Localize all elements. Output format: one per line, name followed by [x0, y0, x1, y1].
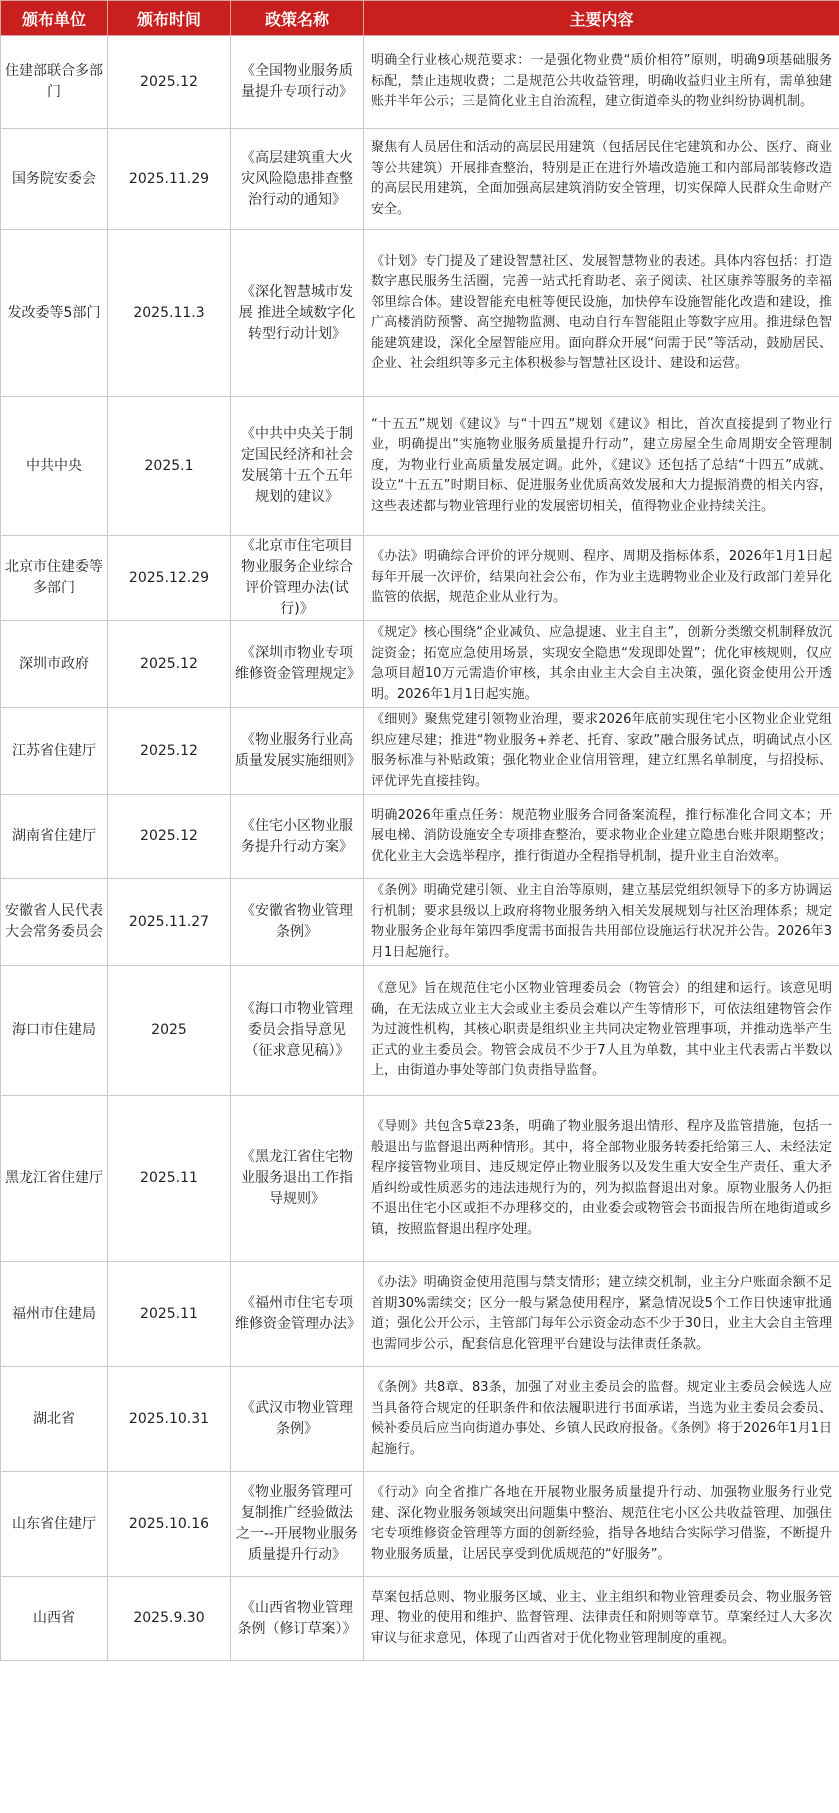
policy-name-cell: 《中共中央关于制定国民经济和社会发展第十五个五年规划的建议》	[231, 397, 364, 536]
header-policy-name: 政策名称	[231, 1, 364, 36]
date-cell: 2025.11	[108, 1262, 231, 1367]
content-cell: 草案包括总则、物业服务区域、业主、业主组织和物业管理委员会、物业服务管理、物业的使用和维护、监督管理、法律责任和附则等章节。草案经过人大多次审议与征求意见，体现了山西省对于优化物业管理制度的重视。	[364, 1577, 839, 1661]
unit-cell: 福州市住建局	[1, 1262, 108, 1367]
policy-name-cell: 《福州市住宅专项维修资金管理办法》	[231, 1262, 364, 1367]
policy-name-cell: 《物业服务行业高质量发展实施细则》	[231, 708, 364, 795]
content-cell: 明确2026年重点任务：规范物业服务合同备案流程，推行标准化合同文本；开展电梯、消防设施安全专项排查整治，要求物业企业建立隐患台账并限期整改；优化业主大会选举程序，推行街道办全程指导机制，提升业主自治效率。	[364, 795, 839, 879]
date-cell: 2025.10.16	[108, 1472, 231, 1577]
policy-name-cell: 《海口市物业管理委员会指导意见（征求意见稿）》	[231, 966, 364, 1096]
content-cell: “十五五”规划《建议》与“十四五”规划《建议》相比，首次直接提到了物业行业，明确提出“实施物业服务质量提升行动”，建立房屋全生命周期安全管理制度，为物业行业高质量发展定调。此外，《建议》还包括了总结“十四五”成就、设立“十五五”时期目标、促进服务业优质高效发展和大力提振消费的相关内容，这些表述都与物业管理行业的发展密切相关，值得物业企业持续关注。	[364, 397, 839, 536]
content-cell: 聚焦有人员居住和活动的高层民用建筑（包括居民住宅建筑和办公、医疗、商业等公共建筑）开展排查整治，特别是正在进行外墙改造施工和内部局部装修改造的高层民用建筑，全面加强高层建筑消防安全管理，切实保障人民群众生命财产安全。	[364, 129, 839, 230]
table-row	[1, 708, 839, 795]
policy-name-cell: 《黑龙江省住宅物业服务退出工作指导规则》	[231, 1096, 364, 1262]
table-row	[1, 1096, 839, 1262]
unit-cell: 湖南省住建厅	[1, 795, 108, 879]
policy-name-cell: 《住宅小区物业服务提升行动方案》	[231, 795, 364, 879]
policy-name-cell: 《北京市住宅项目物业服务企业综合评价管理办法(试行)》	[231, 536, 364, 621]
table-row	[1, 1262, 839, 1367]
date-cell: 2025.12	[108, 708, 231, 795]
unit-cell: 中共中央	[1, 397, 108, 536]
policy-name-cell: 《安徽省物业管理条例》	[231, 879, 364, 966]
content-cell: 《细则》聚焦党建引领物业治理，要求2026年底前实现住宅小区物业企业党组织应建尽建；推进“物业服务+养老、托育、家政”融合服务试点，明确试点小区服务标准与补贴政策；强化物业企业信用管理，建立红黑名单制度，与招投标、评优评先直接挂钩。	[364, 708, 839, 795]
date-cell: 2025.12	[108, 795, 231, 879]
date-cell: 2025.11	[108, 1096, 231, 1262]
date-cell: 2025.12	[108, 36, 231, 129]
unit-cell: 江苏省住建厅	[1, 708, 108, 795]
policy-name-cell: 《武汉市物业管理条例》	[231, 1367, 364, 1472]
policy-name-cell: 《物业服务管理可复制推广经验做法之一--开展物业服务质量提升行动》	[231, 1472, 364, 1577]
table-row	[1, 129, 839, 230]
date-cell: 2025.11.29	[108, 129, 231, 230]
table-row	[1, 1367, 839, 1472]
content-cell: 《条例》共8章、83条，加强了对业主委员会的监督。规定业主委员会候选人应当具备符合规定的任职条件和依法履职进行书面承诺，当选为业主委员会委员、候补委员后应当向街道办事处、乡镇人民政府报备。《条例》将于2026年1月1日起施行。	[364, 1367, 839, 1472]
table-row	[1, 36, 839, 129]
unit-cell: 山东省住建厅	[1, 1472, 108, 1577]
date-cell: 2025.12	[108, 621, 231, 708]
date-cell: 2025	[108, 966, 231, 1096]
table-row	[1, 795, 839, 879]
date-cell: 2025.1	[108, 397, 231, 536]
date-cell: 2025.11.27	[108, 879, 231, 966]
policy-name-cell: 《深圳市物业专项维修资金管理规定》	[231, 621, 364, 708]
content-cell: 《计划》专门提及了建设智慧社区、发展智慧物业的表述。具体内容包括：打造数字惠民服务生活圈，完善一站式托育助老、亲子阅读、社区康养等服务的幸福邻里综合体。建设智能充电桩等便民设施，加快停车设施智能化改造和建设，推广高楼消防预警、高空抛物监测、电动自行车智能阻止等数字应用。推进绿色智能建筑建设，深化全屋智能应用。面向群众开展“问需于民”等活动，鼓励居民、企业、社会组织等多元主体积极参与智慧社区设计、建设和运营。	[364, 230, 839, 397]
content-cell: 《意见》旨在规范住宅小区物业管理委员会（物管会）的组建和运行。该意见明确，在无法成立业主大会或业主委员会难以产生等情形下，可依法组建物管会作为过渡性机构，其核心职责是组织业主共同决定物业管理事项，并推动选举产生正式的业主委员会。物管会成员不少于7人且为单数，其中业主代表需占半数以上，由街道办事处等部门负责指导监督。	[364, 966, 839, 1096]
date-cell: 2025.10.31	[108, 1367, 231, 1472]
policy-name-cell: 《高层建筑重大火灾风险隐患排查整治行动的通知》	[231, 129, 364, 230]
date-cell: 2025.11.3	[108, 230, 231, 397]
content-cell: 《行动》向全省推广各地在开展物业服务质量提升行动、加强物业服务行业党建、深化物业服务领域突出问题集中整治、规范住宅小区公共收益管理、加强住宅专项维修资金管理等方面的创新经验，指导各地结合实际学习借鉴，不断提升物业服务质量，让居民享受到优质规范的“好服务”。	[364, 1472, 839, 1577]
unit-cell: 黑龙江省住建厅	[1, 1096, 108, 1262]
header-content: 主要内容	[364, 1, 839, 36]
table-row	[1, 966, 839, 1096]
table-row	[1, 621, 839, 708]
table-row	[1, 879, 839, 966]
header-unit: 颁布单位	[1, 1, 108, 36]
policy-name-cell: 《全国物业服务质量提升专项行动》	[231, 36, 364, 129]
unit-cell: 海口市住建局	[1, 966, 108, 1096]
date-cell: 2025.12.29	[108, 536, 231, 621]
unit-cell: 发改委等5部门	[1, 230, 108, 397]
content-cell: 《规定》核心围绕“企业减负、应急提速、业主自主”，创新分类缴交机制释放沉淀资金；拓宽应急使用场景，实现安全隐患“发现即处置”；优化审核规则，仅应急项目超10万元需造价审核，其余由业主大会自主决策，强化资金使用公开透明。2026年1月1日起实施。	[364, 621, 839, 708]
unit-cell: 住建部联合多部门	[1, 36, 108, 129]
unit-cell: 国务院安委会	[1, 129, 108, 230]
content-cell: 《条例》明确党建引领、业主自治等原则，建立基层党组织领导下的多方协调运行机制；要求县级以上政府将物业服务纳入相关发展规划与社区治理体系；规定物业服务企业每年第四季度需书面报告共用部位设施运行状况并公告。2026年3月1日起施行。	[364, 879, 839, 966]
content-cell: 《导则》共包含5章23条，明确了物业服务退出情形、程序及监管措施，包括一般退出与监督退出两种情形。其中，将全部物业服务转委托给第三人、未经法定程序接管物业项目、违反规定停止物业服务以及发生重大安全生产责任、重大矛盾纠纷或性质恶劣的违法违规行为的，列为拟监督退出对象。原物业服务人仍拒不退出住宅小区或拒不办理移交的，由业委会或物管会书面报告所在地街道或乡镇，按照监督退出程序处理。	[364, 1096, 839, 1262]
unit-cell: 湖北省	[1, 1367, 108, 1472]
table-header-row	[1, 1, 839, 36]
unit-cell: 北京市住建委等多部门	[1, 536, 108, 621]
unit-cell: 山西省	[1, 1577, 108, 1661]
header-date: 颁布时间	[108, 1, 231, 36]
date-cell: 2025.9.30	[108, 1577, 231, 1661]
table-row	[1, 230, 839, 397]
unit-cell: 安徽省人民代表大会常务委员会	[1, 879, 108, 966]
table-body	[1, 36, 839, 1661]
content-cell: 《办法》明确资金使用范围与禁支情形；建立续交机制，业主分户账面余额不足首期30%需续交；区分一般与紧急使用程序，紧急情况设5个工作日快速审批通道；强化公开公示，主管部门每年公示资金动态不少于30日，业主大会自主管理也需同步公示，配套信息化管理平台建设与法律责任条款。	[364, 1262, 839, 1367]
policy-name-cell: 《深化智慧城市发展 推进全域数字化转型行动计划》	[231, 230, 364, 397]
table-row	[1, 1472, 839, 1577]
table-row	[1, 536, 839, 621]
table-row	[1, 1577, 839, 1661]
content-cell: 明确全行业核心规范要求：一是强化物业费“质价相符”原则，明确9项基础服务标配，禁止违规收费；二是规范公共收益管理，明确收益归业主所有，需单独建账并半年公示；三是简化业主自治流程，建立街道牵头的物业纠纷协调机制。	[364, 36, 839, 129]
policy-name-cell: 《山西省物业管理条例（修订草案）》	[231, 1577, 364, 1661]
table-row	[1, 397, 839, 536]
unit-cell: 深圳市政府	[1, 621, 108, 708]
content-cell: 《办法》明确综合评价的评分规则、程序、周期及指标体系，2026年1月1日起每年开展一次评价，结果向社会公布，作为业主选聘物业企业及行政部门差异化监管的依据，规范企业从业行为。	[364, 536, 839, 621]
